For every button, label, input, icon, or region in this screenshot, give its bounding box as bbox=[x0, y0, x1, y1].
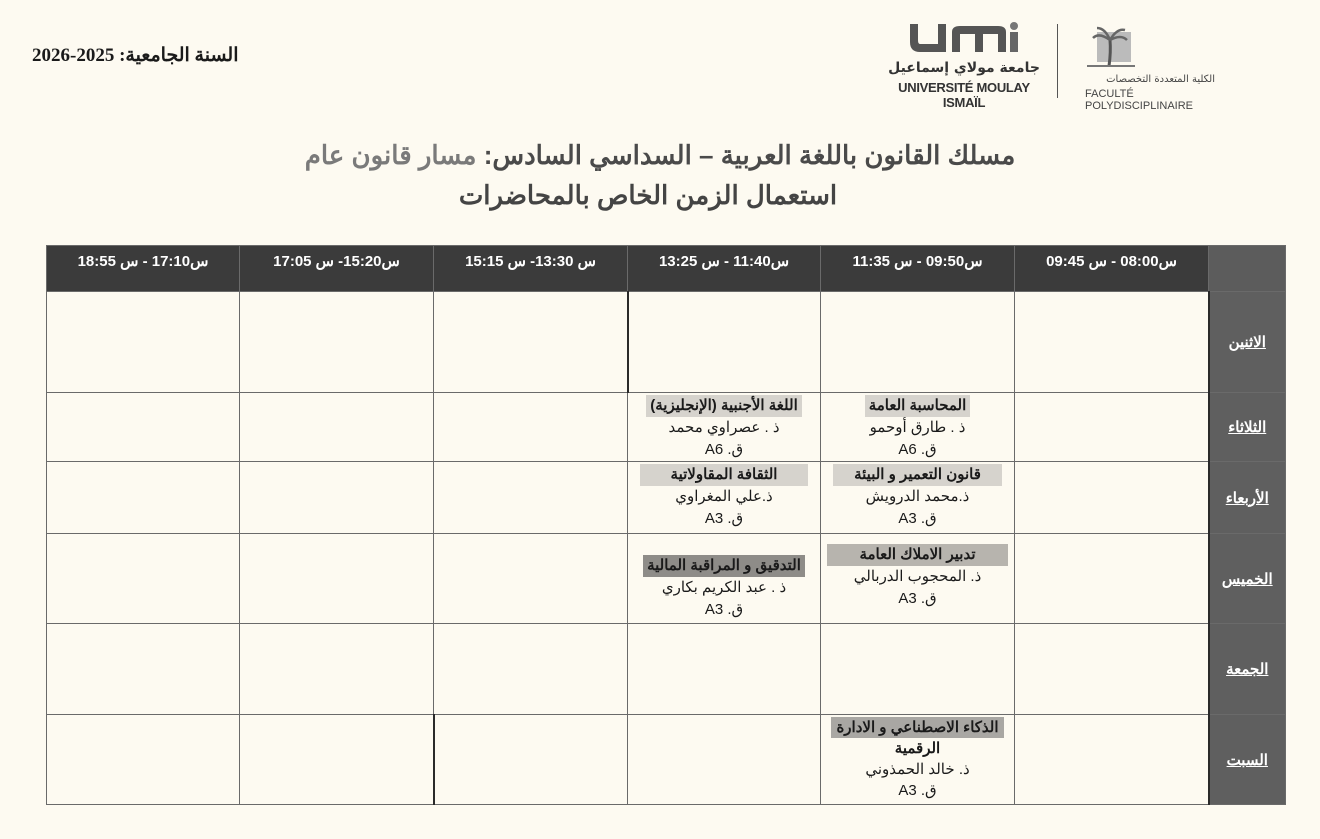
course-professor: ذ . طارق أوحمو bbox=[869, 419, 966, 436]
slot-cell bbox=[1015, 462, 1209, 534]
course-block bbox=[821, 715, 1014, 801]
slot-cell bbox=[628, 715, 821, 805]
course-block bbox=[628, 393, 820, 461]
slot-cell bbox=[1015, 292, 1209, 393]
slot-cell bbox=[240, 534, 434, 624]
header-row bbox=[47, 246, 1286, 292]
slot-cell bbox=[434, 292, 628, 393]
row-saturday bbox=[47, 715, 1286, 805]
slot-cell bbox=[240, 462, 434, 534]
corner-cell bbox=[1209, 246, 1286, 292]
page-title bbox=[0, 140, 1320, 171]
course-professor: ذ.محمد الدرويش bbox=[865, 488, 970, 505]
time-slot-6: س17:10 - س 18:55 bbox=[47, 246, 240, 292]
academic-year: السنة الجامعية: 2025-2026 bbox=[32, 45, 239, 66]
faculty-logo bbox=[1075, 22, 1215, 112]
palm-emblem-icon bbox=[1083, 22, 1139, 70]
timetable bbox=[46, 245, 1286, 805]
course-cell bbox=[628, 534, 821, 624]
slot-cell bbox=[47, 534, 240, 624]
faculty-name-fr: FACULTÉ POLYDISCIPLINAIRE bbox=[1085, 88, 1193, 112]
program-title: مسلك القانون باللغة العربية – السداسي السادس: bbox=[483, 140, 1016, 170]
page-subtitle: استعمال الزمن الخاص بالمحاضرات bbox=[458, 180, 838, 210]
umi-logo-icon bbox=[906, 22, 1024, 56]
row-wednesday bbox=[47, 462, 1286, 534]
course-cell bbox=[821, 534, 1015, 624]
university-name-ar: جامعة مولاي إسماعيل bbox=[888, 60, 1040, 76]
slot-cell bbox=[240, 624, 434, 715]
faculty-name-ar: الكلية المتعددة التخصصات bbox=[1106, 74, 1215, 85]
course-block bbox=[628, 534, 820, 621]
day-tuesday: الثلاثاء bbox=[1209, 393, 1286, 462]
slot-cell bbox=[821, 624, 1015, 715]
day-saturday: السبت bbox=[1209, 715, 1286, 805]
time-slot-2: س09:50 - س 11:35 bbox=[821, 246, 1015, 292]
track-title: مسار قانون عام bbox=[304, 140, 477, 170]
slot-cell bbox=[434, 393, 628, 462]
course-professor: ذ. المحجوب الدربالي bbox=[853, 568, 982, 585]
day-wednesday: الأربعاء bbox=[1209, 462, 1286, 534]
university-logo bbox=[884, 22, 1044, 110]
course-block bbox=[821, 462, 1014, 530]
slot-cell bbox=[434, 462, 628, 534]
course-professor: ذ . عصراوي محمد bbox=[668, 419, 780, 436]
course-professor: ذ. خالد الحمذوني bbox=[865, 761, 970, 778]
course-block bbox=[821, 534, 1014, 610]
course-name: المحاسبة العامة bbox=[865, 395, 971, 417]
course-name: اللغة الأجنبية (الإنجليزية) bbox=[646, 395, 802, 417]
course-cell bbox=[821, 393, 1015, 462]
course-name: الثقافة المقاولاتية bbox=[640, 464, 808, 486]
day-monday: الاثنين bbox=[1209, 292, 1286, 393]
course-cell bbox=[628, 393, 821, 462]
time-slot-1: س08:00 - س 09:45 bbox=[1015, 246, 1209, 292]
time-slot-4: س 13:30- س 15:15 bbox=[434, 246, 628, 292]
slot-cell bbox=[821, 292, 1015, 393]
slot-cell bbox=[1015, 534, 1209, 624]
slot-cell bbox=[1015, 715, 1209, 805]
slot-cell bbox=[47, 292, 240, 393]
course-room: ق. A3 bbox=[898, 782, 937, 799]
course-room: ق. A3 bbox=[704, 601, 744, 618]
course-name: قانون التعمير و البيئة bbox=[833, 464, 1002, 486]
slot-cell bbox=[47, 462, 240, 534]
row-friday bbox=[47, 624, 1286, 715]
course-professor: ذ.علي المغراوي bbox=[675, 488, 773, 505]
course-cell bbox=[628, 462, 821, 534]
slot-cell bbox=[1015, 393, 1209, 462]
course-block bbox=[628, 462, 820, 530]
day-thursday: الخميس bbox=[1209, 534, 1286, 624]
time-slot-5: س15:20- س 17:05 bbox=[240, 246, 434, 292]
time-slot-3: س11:40 - س 13:25 bbox=[628, 246, 821, 292]
row-tuesday bbox=[47, 393, 1286, 462]
course-room: ق. A6 bbox=[898, 441, 937, 458]
course-cell bbox=[821, 462, 1015, 534]
day-friday: الجمعة bbox=[1209, 624, 1286, 715]
course-professor: ذ . عبد الكريم بكاري bbox=[661, 579, 787, 596]
logo-divider bbox=[1057, 24, 1058, 98]
course-name: تدبير الاملاك العامة bbox=[827, 544, 1008, 566]
slot-cell bbox=[434, 715, 628, 805]
course-block bbox=[821, 393, 1014, 461]
slot-cell bbox=[628, 292, 821, 393]
slot-cell bbox=[240, 393, 434, 462]
slot-cell bbox=[240, 292, 434, 393]
slot-cell bbox=[240, 715, 434, 805]
course-room: ق. A6 bbox=[704, 441, 744, 458]
slot-cell bbox=[47, 715, 240, 805]
course-room: ق. A3 bbox=[898, 590, 937, 607]
course-room: ق. A3 bbox=[704, 510, 744, 527]
slot-cell bbox=[628, 624, 821, 715]
course-name: التدقيق و المراقبة المالية bbox=[643, 555, 805, 577]
slot-cell bbox=[434, 624, 628, 715]
course-cell bbox=[821, 715, 1015, 805]
course-name: الذكاء الاصطناعي و الادارة الرقمية bbox=[831, 717, 1004, 759]
row-thursday bbox=[47, 534, 1286, 624]
slot-cell bbox=[47, 624, 240, 715]
row-monday bbox=[47, 292, 1286, 393]
slot-cell bbox=[47, 393, 240, 462]
university-name-fr: UNIVERSITÉ MOULAY ISMAÏL bbox=[898, 80, 1030, 110]
slot-cell bbox=[1015, 624, 1209, 715]
slot-cell bbox=[434, 534, 628, 624]
course-room: ق. A3 bbox=[898, 510, 937, 527]
